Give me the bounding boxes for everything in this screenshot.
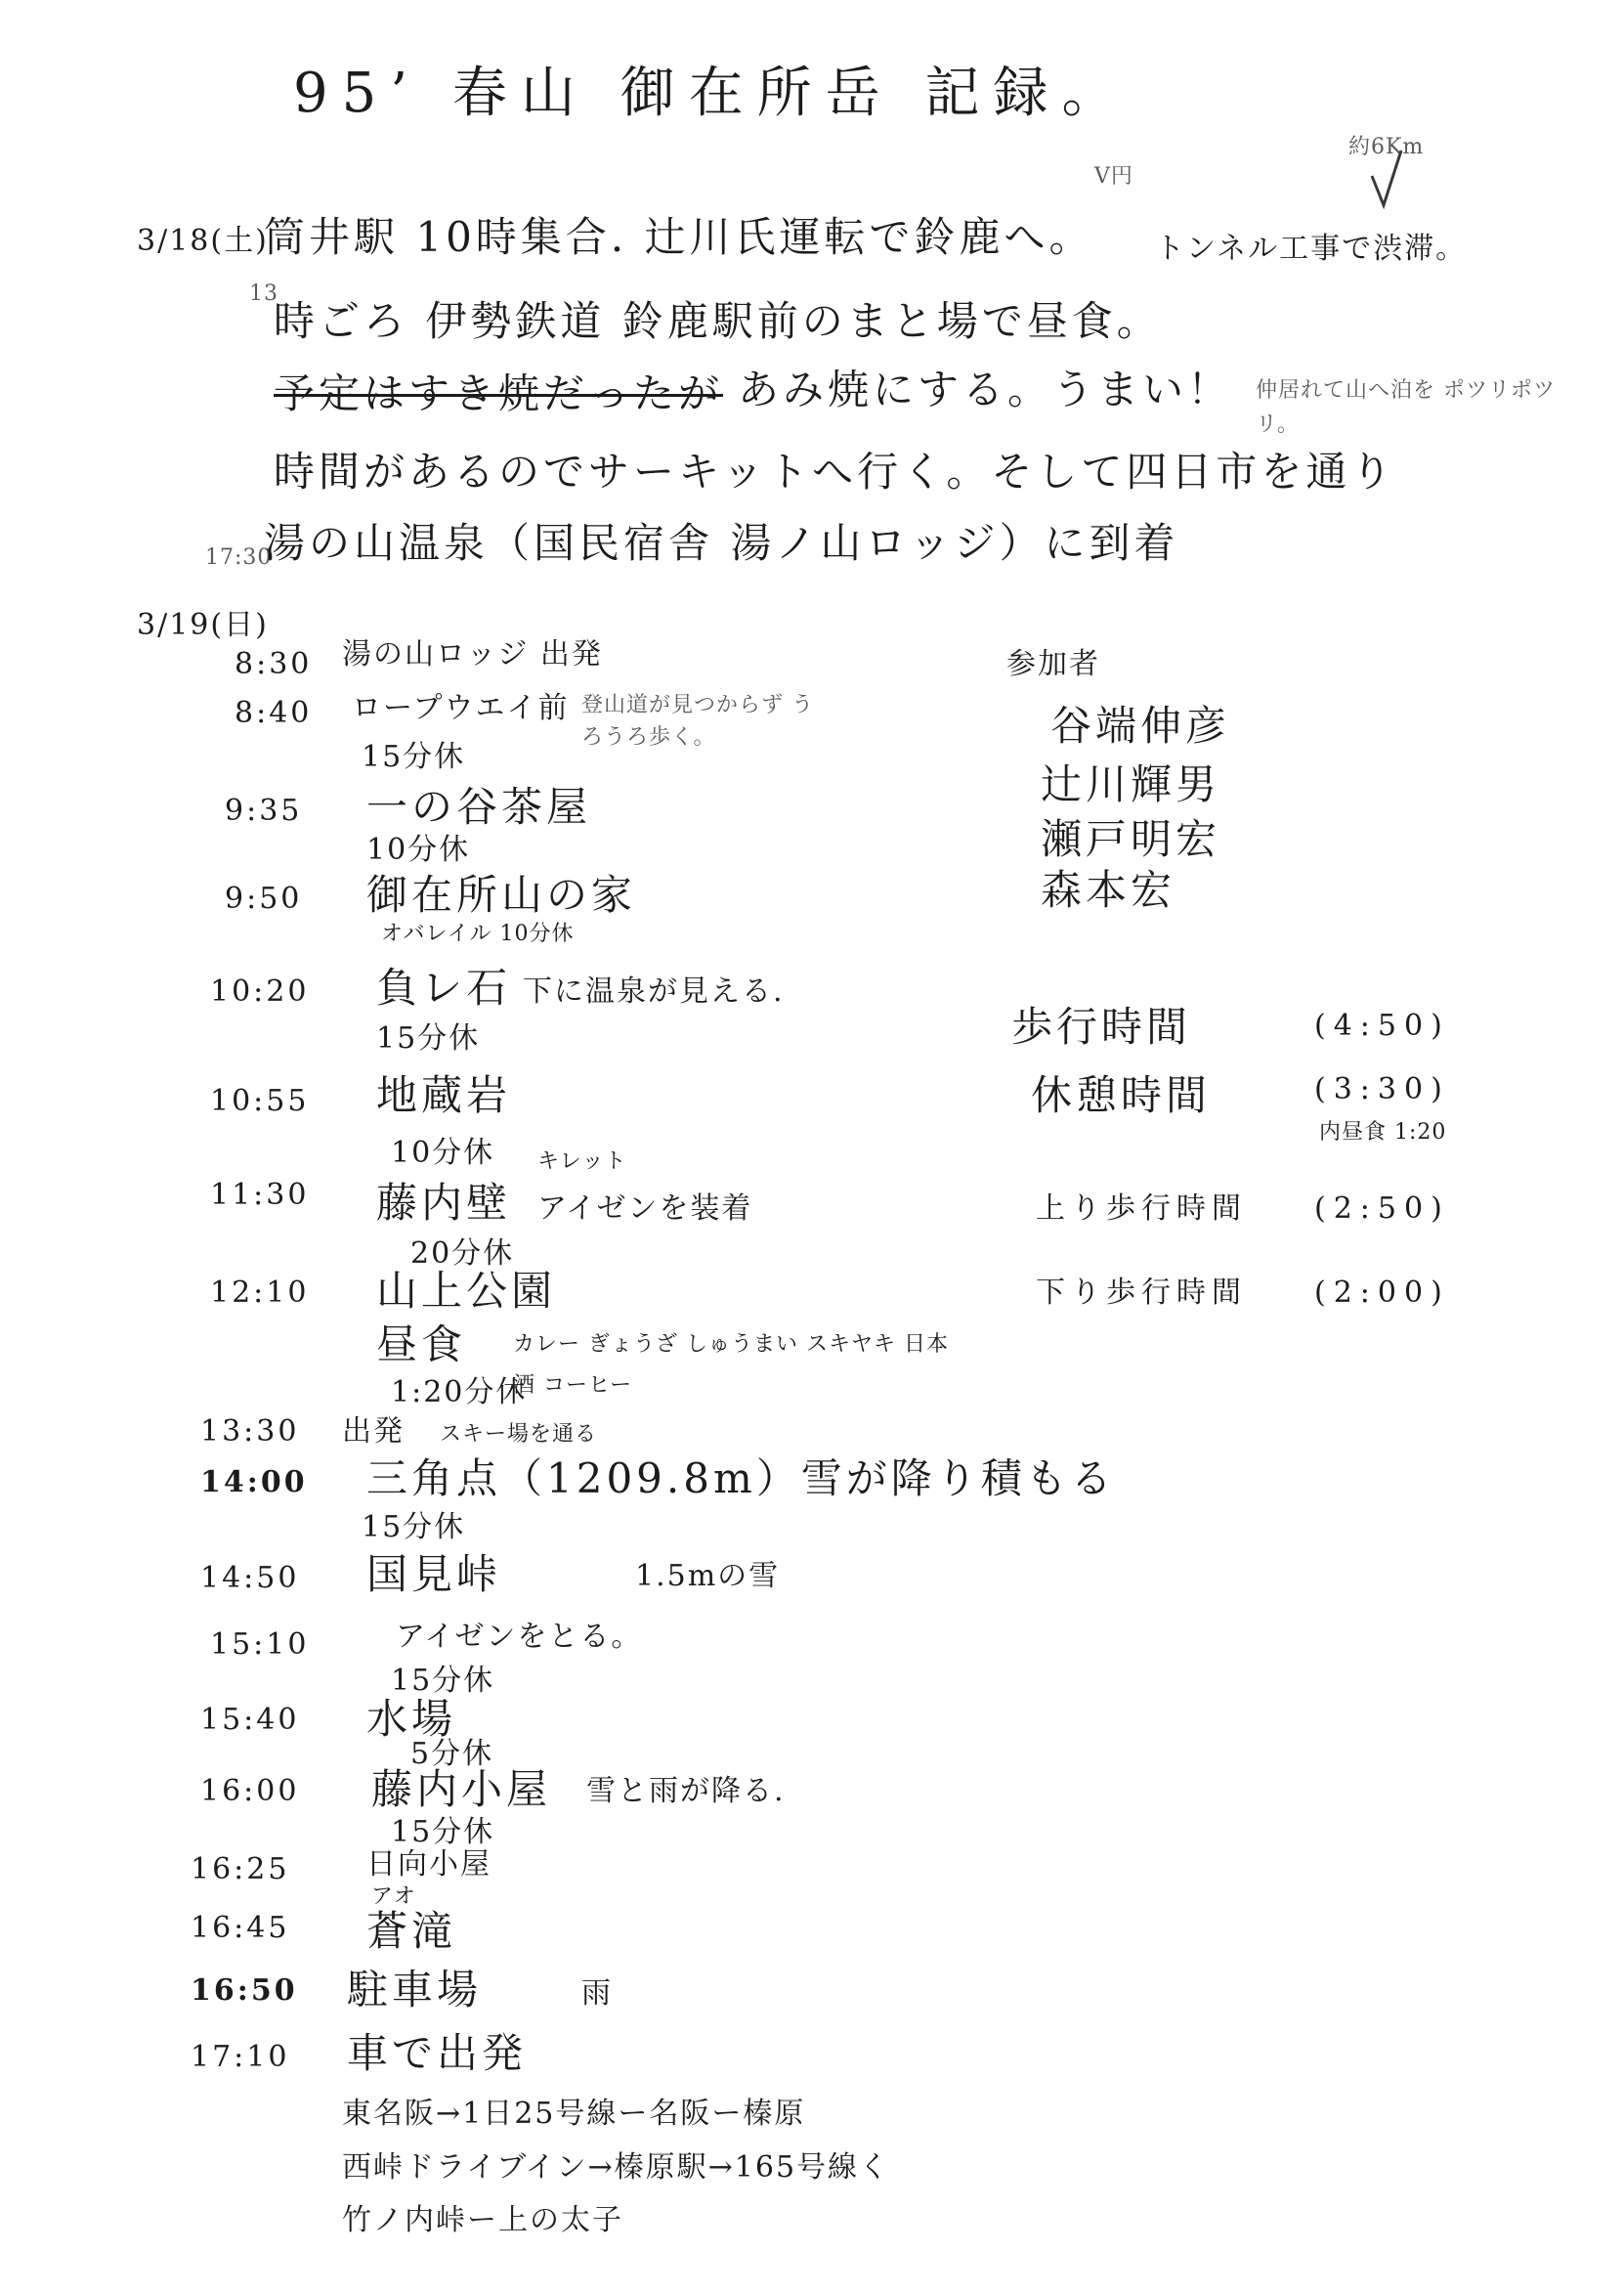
entry-note: 雪と雨が降る. (586, 1774, 786, 1808)
participant-name: 谷端伸彦 (1050, 702, 1231, 750)
entry-text: 昼食 (376, 1320, 467, 1368)
entry-time: 11:30 (210, 1178, 310, 1212)
entry-text: アイゼンをとる。 (396, 1620, 643, 1654)
entry-text: 蒼滝 (366, 1907, 457, 1955)
day1-line2: 時ごろ 伊勢鉄道 鈴鹿駅前のまと場で昼食。 (274, 297, 1162, 345)
entry-text: 山上公園 (376, 1267, 557, 1315)
entry-note: 1.5mの雪 (635, 1559, 781, 1593)
summary-value: (2:50) (1314, 1191, 1450, 1226)
summary-subnote: 内昼食 1:20 (1319, 1120, 1447, 1145)
entry-note: カレー ぎょうざ しゅうまい スキヤキ 日本酒 コーヒー (513, 1332, 949, 1398)
day1-line3-note: 仲居れて山へ泊を ポツリポツリ。 (1256, 378, 1556, 438)
day1-line3-struck: 予定はすき焼だったが (274, 369, 724, 417)
rest-note: 10分休 (391, 1136, 495, 1170)
summary-value: (4:50) (1314, 1009, 1450, 1043)
entry-note: 雨 (581, 1976, 613, 2011)
day2-date: 3/19(日) (137, 608, 269, 642)
entry-note: 登山道が見つからず うろうろ歩く。 (581, 693, 814, 750)
entry-time: 9:35 (225, 794, 303, 828)
participant-name: 辻川輝男 (1041, 760, 1221, 808)
entry-time: 14:50 (200, 1561, 300, 1595)
entry-text: 地蔵岩 (376, 1071, 512, 1119)
rest-note: 15分休 (362, 1510, 466, 1544)
entry-text: 湯の山ロッジ 出発 (342, 637, 603, 671)
participants-heading: 参加者 (1006, 647, 1100, 681)
summary-label: 上り歩行時間 (1036, 1191, 1247, 1226)
day1-hour-correction: 13 (249, 281, 278, 306)
route-line: 東名阪→1日25号線ー名阪ー榛原 (342, 2097, 806, 2131)
entry-note: スキー場を通る (440, 1422, 598, 1447)
entry-time: 13:30 (200, 1414, 300, 1449)
entry-time: 10:55 (210, 1084, 310, 1118)
entry-text: ロープウエイ前 (352, 691, 570, 725)
rest-note: オバレイル 10分休 (381, 922, 575, 946)
entry-note: アイゼンを装着 (537, 1191, 753, 1226)
entry-text: 車で出発 (347, 2029, 528, 2077)
entry-time: 15:10 (210, 1627, 310, 1662)
entry-time: 12:10 (210, 1276, 310, 1310)
entry-text: 駐車場 (347, 1966, 483, 2013)
summary-label: 歩行時間 (1011, 1003, 1192, 1051)
day1-line3: あみ焼にする。うまい！ (738, 366, 1233, 413)
entry-text: 三角点（1209.8m）雪が降り積もる (366, 1454, 1116, 1502)
day1-date: 3/18(土) (137, 224, 269, 258)
entry-text: 国見峠 (366, 1550, 502, 1598)
ruby-note: アオ (371, 1884, 416, 1909)
entry-text: 負レ石 (376, 964, 512, 1012)
summary-label: 休憩時間 (1031, 1071, 1212, 1119)
participant-name: 森本宏 (1041, 866, 1176, 914)
rest-note: 20分休 (410, 1236, 515, 1271)
entry-text: 一の谷茶屋 (366, 783, 592, 831)
entry-time: 14:00 (200, 1465, 308, 1499)
rest-note: 15分休 (391, 1664, 495, 1698)
entry-time: 16:25 (191, 1852, 290, 1886)
entry-time: 17:10 (191, 2040, 290, 2074)
entry-text: 水場 (366, 1695, 457, 1743)
entry-time: 10:20 (210, 974, 310, 1009)
route-line: 竹ノ内峠ー上の太子 (342, 2203, 623, 2237)
entry-note: 下に温泉が見える. (523, 974, 785, 1009)
day1-line1-tail: トンネル工事で渋滞。 (1155, 232, 1468, 266)
check-mark-icon (1368, 147, 1407, 215)
entry-time: 16:50 (191, 1973, 298, 2008)
entry-time: 16:00 (200, 1774, 300, 1808)
summary-value: (3:30) (1314, 1072, 1450, 1106)
rest-note: 15分休 (376, 1021, 481, 1056)
day1-line5: 湯の山温泉（国民宿舎 湯ノ山ロッジ）に到着 (264, 519, 1179, 567)
day1-line4: 時間があるのでサーキットへ行く。そして四日市を通り (274, 448, 1396, 496)
rest-note: 5分休 (410, 1737, 494, 1771)
day1-arrival-time: 17:30 (205, 545, 273, 570)
entry-text: 藤内小屋 (371, 1765, 552, 1813)
entry-text: 出発 (342, 1414, 405, 1449)
page-title: 95’ 春山 御在所岳 記録。 (293, 62, 1131, 125)
day1-line1: 筒井駅 10時集合. 辻川氏運転で鈴鹿へ。 (264, 213, 1094, 261)
rest-note: 15分休 (362, 740, 466, 774)
note-yen: V円 (1094, 164, 1133, 189)
route-line: 西峠ドライブイン→榛原駅→165号線く (342, 2150, 891, 2185)
rest-note: 1:20分休 (391, 1375, 528, 1409)
entry-text: 御在所山の家 (366, 871, 637, 919)
entry-time: 9:50 (225, 882, 303, 916)
rest-note: 10分休 (366, 833, 471, 867)
entry-text: 日向小屋 (366, 1847, 491, 1882)
rest-note: 15分休 (391, 1815, 495, 1849)
entry-text: 藤内壁 (376, 1179, 512, 1227)
entry-time: 8:30 (235, 647, 313, 681)
entry-time: 16:45 (191, 1911, 290, 1945)
note-distance: 約6Km (1348, 135, 1425, 159)
summary-value: (2:00) (1314, 1276, 1450, 1310)
entry-note: キレット (537, 1149, 627, 1174)
summary-label: 下り歩行時間 (1036, 1276, 1247, 1310)
entry-time: 8:40 (235, 696, 313, 730)
entry-time: 15:40 (200, 1703, 300, 1737)
participant-name: 瀬戸明宏 (1041, 815, 1221, 863)
